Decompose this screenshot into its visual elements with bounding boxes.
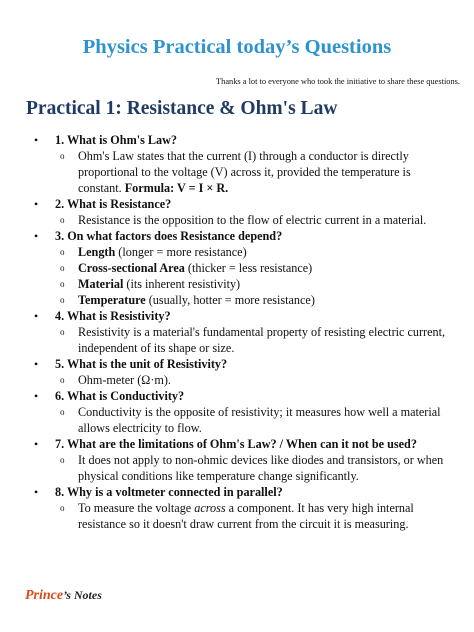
question-text: 6. What is Conductivity? [55, 389, 185, 403]
question-item [26, 484, 456, 532]
factor-desc: (thicker = less resistance) [187, 261, 313, 275]
answer-list [55, 244, 456, 308]
factor-term: Length [78, 245, 116, 259]
answer-item [55, 500, 456, 532]
bullet-icon: • [34, 485, 39, 499]
sub-bullet-icon: o [60, 375, 65, 385]
sub-bullet-icon: o [60, 455, 65, 465]
answer-list [55, 324, 456, 356]
question-item [26, 356, 456, 388]
answer-text: Resistivity is a material's fundamental property of resisting electric current, independent of its shape or size. [78, 325, 446, 355]
question-item [26, 436, 456, 484]
bullet-icon: • [34, 389, 39, 403]
answer-text: Resistance is the opposition to the flow of electric current in a material. [78, 213, 427, 227]
answer-item [55, 372, 456, 388]
factor-item [55, 292, 456, 308]
question-text: 4. What is Resistivity? [55, 309, 171, 323]
answer-item [55, 212, 456, 228]
bullet-icon: • [34, 133, 39, 147]
answer-text-pre: To measure the voltage [78, 501, 192, 515]
factor-term: Cross-sectional Area [78, 261, 185, 275]
answer-text-post: a component. It has very high internal resistance so it doesn't draw current from the circuit it is measuring. [78, 501, 414, 531]
bullet-icon: • [34, 229, 39, 243]
sub-bullet-icon: o [60, 263, 65, 273]
answer-list [55, 372, 456, 388]
answer-text-emphasis: across [194, 501, 226, 515]
page-title: Physics Practical today’s Questions [82, 36, 392, 58]
factor-desc: (longer = more resistance) [118, 245, 247, 259]
answer-text: Conductivity is the opposite of resistivity; it measures how well a material allows electricity to flow. [78, 405, 441, 435]
answer-item [55, 452, 456, 484]
bullet-icon: • [34, 197, 39, 211]
answer-list [55, 404, 456, 436]
answer-item [55, 148, 456, 196]
question-item [26, 388, 456, 436]
footer-logo [25, 586, 102, 604]
thanks-note: Thanks a lot to everyone who took the initiative to share these questions. [216, 77, 460, 86]
sub-bullet-icon: o [60, 279, 65, 289]
answer-item [55, 324, 456, 356]
logo-rest-text: ’s Notes [63, 588, 102, 602]
answer-item [55, 404, 456, 436]
question-text: 1. What is Ohm's Law? [55, 133, 178, 147]
sub-bullet-icon: o [60, 151, 65, 161]
question-text: 8. Why is a voltmeter connected in parallel? [55, 485, 283, 499]
factor-desc: (its inherent resistivity) [126, 277, 241, 291]
formula-text: Formula: V = I × R. [124, 181, 229, 195]
factor-term: Temperature [78, 293, 146, 307]
factor-desc: (usually, hotter = more resistance) [148, 293, 315, 307]
question-text: 5. What is the unit of Resistivity? [55, 357, 228, 371]
question-item [26, 132, 456, 196]
question-text: 3. On what factors does Resistance depend? [55, 229, 283, 243]
answer-list [55, 148, 456, 196]
logo-main-text: Prince [25, 588, 64, 603]
factor-item [55, 244, 456, 260]
answer-list [55, 500, 456, 532]
question-list [26, 132, 456, 532]
question-text: 2. What is Resistance? [55, 197, 172, 211]
answer-list [55, 212, 456, 228]
bullet-icon: • [34, 357, 39, 371]
question-item [26, 228, 456, 308]
section-title: Practical 1: Resistance & Ohm's Law [26, 98, 338, 119]
question-item [26, 196, 456, 228]
factor-term: Material [78, 277, 124, 291]
sub-bullet-icon: o [60, 407, 65, 417]
answer-text: Ohm's Law states that the current (I) through a conductor is directly proportional to the voltage (V) across it, provided the temperature is constant. [78, 149, 411, 195]
sub-bullet-icon: o [60, 215, 65, 225]
bullet-icon: • [34, 309, 39, 323]
answer-text: Ohm-meter (Ω·m). [78, 373, 171, 387]
sub-bullet-icon: o [60, 327, 65, 337]
sub-bullet-icon: o [60, 503, 65, 513]
sub-bullet-icon: o [60, 295, 65, 305]
factor-item [55, 276, 456, 292]
question-item [26, 308, 456, 356]
answer-text: It does not apply to non-ohmic devices like diodes and transistors, or when physical conditions like temperature change significantly. [78, 453, 444, 483]
question-text: 7. What are the limitations of Ohm's Law? / When can it not be used? [55, 437, 417, 451]
factor-item [55, 260, 456, 276]
bullet-icon: • [34, 437, 39, 451]
answer-list [55, 452, 456, 484]
sub-bullet-icon: o [60, 247, 65, 257]
